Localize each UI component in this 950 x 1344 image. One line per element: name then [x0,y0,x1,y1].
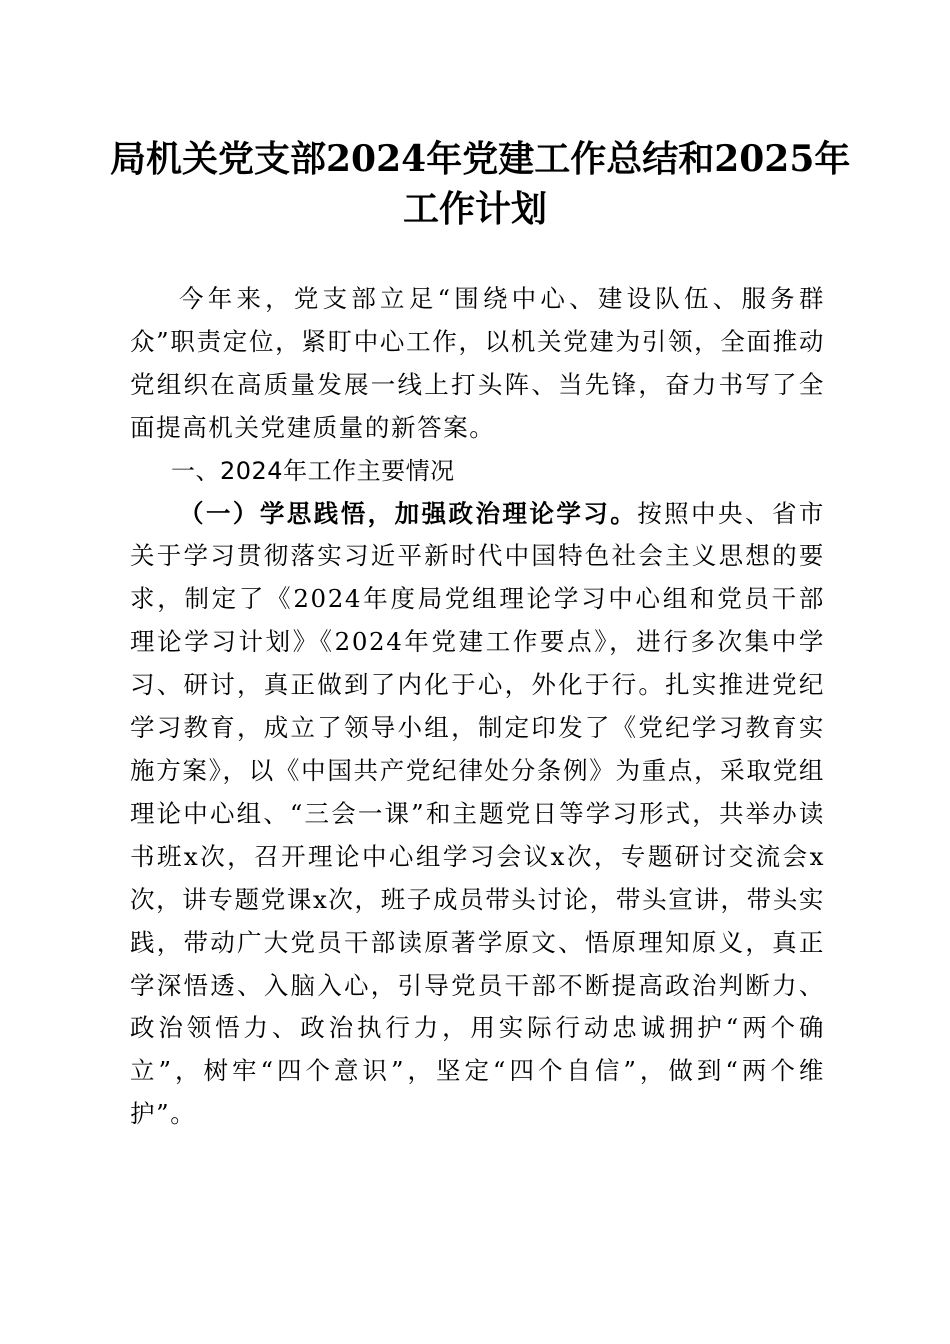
title-line-1: 局机关党支部2024年党建工作总结和2025年 [110,138,851,180]
intro-paragraph: 今年来，党支部立足“围绕中心、建设队伍、服务群众”职责定位，紧盯中心工作，以机关党建为引领，全面推动党组织在高质量发展一线上打头阵、当先锋，奋力书写了全面提高机关党建质量的新答案。 [130,284,825,442]
section-heading: 一、2024年工作主要情况 [171,456,455,485]
title-line-2: 工作计划 [402,188,547,230]
subsection-paragraph [130,493,825,1137]
subsection-lead: （一）学思践悟，加强政治理论学习。 [179,498,638,528]
document-body [130,278,825,1136]
document-title [110,134,851,234]
subsection-body: 按照中央、省市关于学习贯彻落实习近平新时代中国特色社会主义思想的要求，制定了《2024年度局党组理论学习中心组和党员干部理论学习计划》《2024年党建工作要点》，进行多次集中学习、研讨，真正做到了内化于心，外化于行。扎实推进党纪学习教育，成立了领导小组，制定印发了《党纪学习教育实施方案》，以《中国共产党纪律处分条例》为重点，采取党组理论中心组、“三会一课”和主题党日等学习形式，共举办读书班x次，召开理论中心组学习会议x次，专题研讨交流会x次，讲专题党课x次，班子成员带头讨论，带头宣讲，带头实践，带动广大党员干部读原著学原文、悟原理知原义，真正学深悟透、入脑入心，引导党员干部不断提高政治判断力、政治领悟力、政治执行力，用实际行动忠诚拥护“两个确立”，树牢“四个意识”，坚定“四个自信”，做到“两个维护”。 [130,498,825,1129]
